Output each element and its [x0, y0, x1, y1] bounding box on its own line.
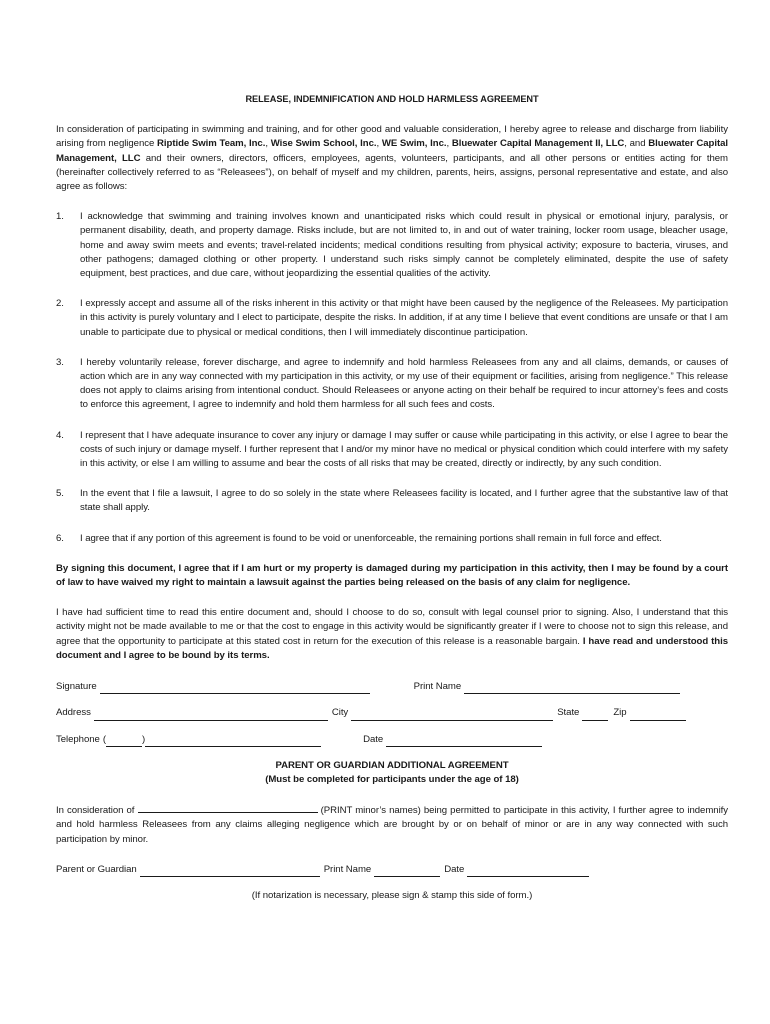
party-riptide: Riptide Swim Team, Inc. — [157, 138, 266, 150]
date-field[interactable] — [386, 735, 542, 747]
state-field[interactable] — [582, 709, 608, 721]
telephone-field[interactable] — [145, 735, 321, 747]
party-wise: Wise Swim School, Inc. — [270, 138, 377, 150]
telephone-label: Telephone — [56, 733, 100, 745]
closing-text: I have had sufficient time to read this entire document and, should I choose to do so, consult with legal counsel prior to signing. Also, I understand that this activity might not be made available to me or that the cost to engage in this activity would be significantly greater if I were to choose not to sign this release, and agree that the opportunity to participate at this stated cost in return for the execution of this release is a reasonable bargain. — [56, 607, 728, 647]
address-field[interactable] — [94, 709, 328, 721]
clause-number: 5. — [56, 488, 64, 500]
parent-guardian-field[interactable] — [140, 865, 320, 877]
sep: , and — [624, 138, 649, 150]
zip-field[interactable] — [630, 709, 686, 721]
closing-bold: I have read and understood this document and I agree to be bound by its terms. — [56, 635, 728, 661]
guardian-text: (PRINT minor’s names) being permitted to participate in this activity, I further agree to indemnify and hold harmless Releasees from any claims alleging negligence which are brought by or on behalf of minor or are in any way connected with such participation by minor. — [56, 805, 729, 845]
waiver-notice: By signing this document, I agree that if I am hurt or my property is damaged during my participation in this activity, then I may be found by a court of law to have waived my right to maintain a lawsuit against the parties being released on the basis of any claim for negligence. — [56, 562, 728, 589]
closing-paragraph — [56, 606, 728, 663]
zip-label: Zip — [613, 707, 627, 719]
city-label: City — [331, 707, 349, 719]
release-document — [56, 92, 728, 913]
parent-guardian-label: Parent or Guardian — [56, 863, 137, 875]
guardian-paragraph — [56, 801, 728, 847]
document-title: RELEASE, INDEMNIFICATION AND HOLD HARMLESS AGREEMENT — [245, 94, 539, 104]
clause-item — [56, 487, 728, 515]
clause-number: 2. — [56, 298, 64, 310]
sep: , — [265, 138, 271, 150]
party-bluewater-ii: Bluewater Capital Management II, LLC — [451, 138, 625, 150]
signature-row — [56, 680, 728, 694]
clause-text: I expressly accept and assume all of the risks inherent in this activity or that might have been caused by the negligence of the Releasees. My participation in this activity is purely voluntary and I elect to participate, despite the risks. In addition, if at any time I believe that event conditions are unsafe or that I am unable to participate due to physical or medical conditions, then I will immediately discontinue participation. — [80, 298, 728, 338]
clause-text: I agree that if any portion of this agreement is found to be void or unenforceable, the remaining portions shall remain in full force and effect. — [80, 532, 662, 544]
clause-text: I hereby voluntarily release, forever discharge, and agree to indemnify and hold harmless Releasees from any and all claims, demands, or causes of action which are in any way connected with my participation in this activity, or my use of their equipment or facilities, arising from negligence.” This release does not apply to claims arising from intentional conduct. Should Releasees or anyone acting on their behalf be required to incur attorney’s fees and costs to enforce this agreement, I agree to indemnify and hold them harmless for all such fees and costs. — [80, 356, 728, 411]
clause-item — [56, 297, 728, 340]
intro-text-end: and their owners, directors, officers, employees, agents, volunteers, participants, and all other persons or entities acting for them (hereinafter collectively referred to as “Releasees”), on behalf of myself and my children, parents, heirs, assigns, personal representative and estate, and also agree as follows: — [56, 152, 728, 193]
clause-text: I acknowledge that swimming and training involves known and unanticipated risks which could result in physical or emotional injury, paralysis, or permanent disability, death, and property damage. Risks include, but are not limited to, in and out of water training, locker room usage, bleacher usage, home and away swim meets and events; travel-related incidents; medical conditions resulting from physical activity; exposure to bacteria, viruses, and other pathogens; damaged clothing or other property. I understand such risks simply cannot be completely eliminated, despite the use of safety equipment, best practices, and due care, without jeopardizing the essential qualities of the activity. — [80, 211, 728, 280]
clause-item — [56, 429, 728, 472]
signature-label: Signature — [56, 681, 97, 693]
guardian-date-label: Date — [444, 863, 465, 875]
clause-text: In the event that I file a lawsuit, I agree to do so solely in the state where Releasees facility is located, and I further agree that the substantive law of that state shall apply. — [80, 488, 728, 514]
tel-paren-open: ( — [102, 733, 106, 745]
guardian-print-name-label: Print Name — [323, 863, 372, 875]
guardian-lead: In consideration of — [56, 805, 135, 817]
tel-paren-close: ) — [141, 733, 146, 745]
minor-names-field[interactable] — [138, 801, 318, 813]
guardian-date-field[interactable] — [467, 865, 589, 877]
guardian-heading: PARENT OR GUARDIAN ADDITIONAL AGREEMENT — [275, 759, 509, 771]
telephone-row — [56, 733, 728, 747]
state-label: State — [557, 707, 580, 719]
clause-text: I represent that I have adequate insurance to cover any injury or damage I may suffer or cause while participating in this activity, or else I agree to bear the costs of such injury or damage myself. I further represent that I and/or my minor have no medical or physical condition which could interfere with my safety in this activity, or else I am willing to assume and bear the costs of all risks that may be created, directly or indirectly, by any such condition. — [80, 429, 728, 470]
signature-field[interactable] — [100, 682, 370, 694]
address-label: Address — [56, 707, 91, 719]
clause-item — [56, 210, 728, 281]
party-bluewater: Bluewater Capital Management, LLC — [56, 138, 729, 164]
clause-item — [56, 356, 728, 413]
notarization-note: (If notarization is necessary, please sign & stamp this side of form.) — [251, 889, 533, 901]
guardian-signature-row — [56, 863, 728, 877]
area-code-field[interactable] — [106, 735, 142, 747]
intro-text: In consideration of participating in swimming and training, and for other good and valuable consideration, I hereby agree to release and discharge from liability arising from negligence — [56, 124, 728, 150]
party-we-swim: WE Swim, Inc. — [381, 138, 447, 150]
guardian-header — [56, 759, 728, 787]
intro-paragraph — [56, 123, 728, 194]
clause-number: 3. — [56, 356, 64, 368]
guardian-print-name-field[interactable] — [374, 865, 440, 877]
clause-number: 1. — [56, 211, 64, 223]
print-name-label: Print Name — [413, 681, 462, 693]
date-label: Date — [363, 733, 384, 745]
sep: , — [446, 138, 452, 150]
address-row — [56, 706, 728, 720]
clause-number: 6. — [56, 532, 64, 544]
clause-item — [56, 532, 728, 546]
clause-number: 4. — [56, 429, 64, 441]
sep: , — [376, 138, 382, 150]
guardian-subheading: (Must be completed for participants under the age of 18) — [265, 773, 519, 785]
print-name-field[interactable] — [464, 682, 680, 694]
city-field[interactable] — [351, 709, 553, 721]
